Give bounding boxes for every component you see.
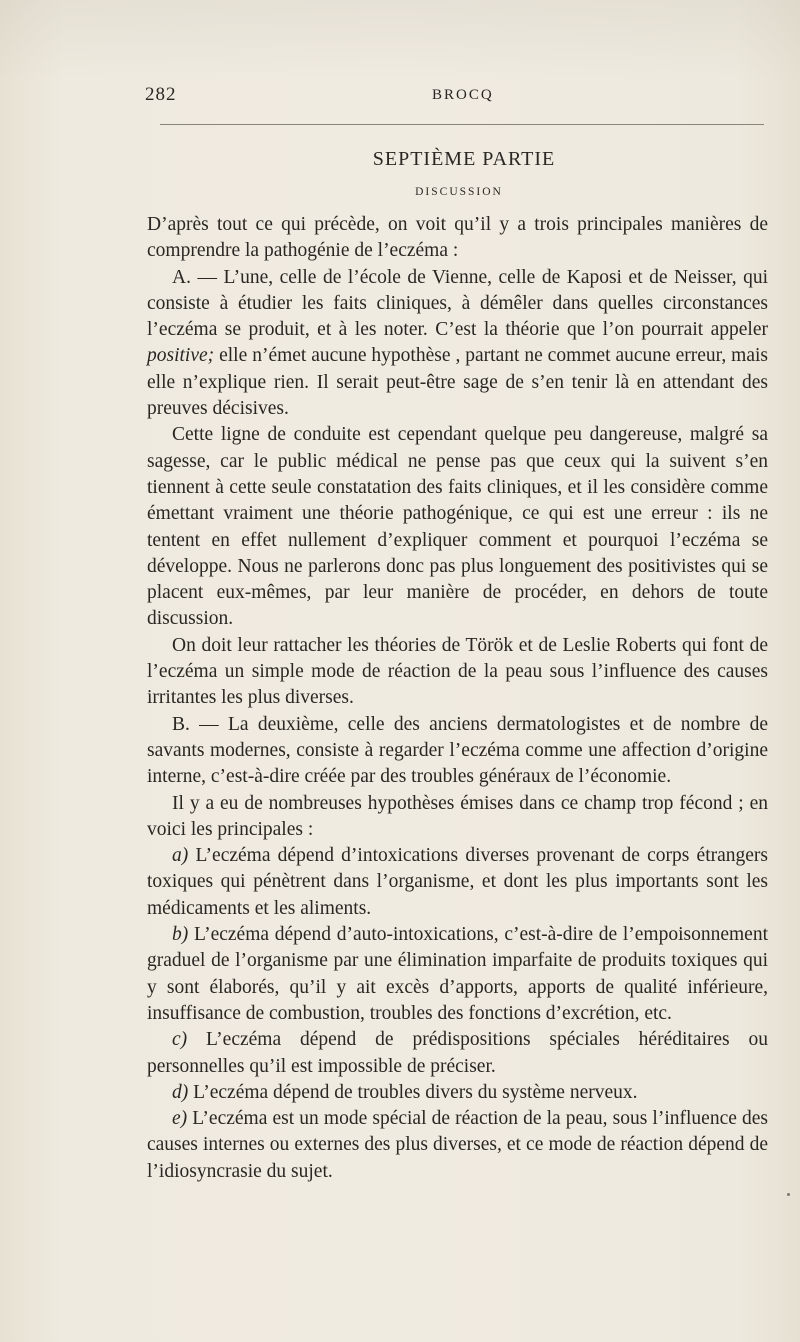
list-marker: c) <box>172 1029 188 1051</box>
page-number: 282 <box>145 84 177 105</box>
page-header <box>145 84 765 114</box>
list-item-text: L’eczéma dépend d’auto-intoxications, c’est-à-dire de l’empoisonnement graduel de l’organisme par une élimination imparfaite de produits toxiques qui y sont élaborés, qu’il y ait excès d’apports, apports de qualité inférieure, insuffisance de combustion, troubles des fonctions d’excrétion, etc. <box>147 924 769 1024</box>
section-title: DISCUSSION <box>415 186 503 198</box>
list-marker: b) <box>172 924 189 946</box>
body-text <box>147 212 768 1185</box>
list-item <box>147 843 768 922</box>
paragraph: Il y a eu de nombreuses hypothèses émises dans ce champ trop fécond ; en voici les principales : <box>147 792 768 840</box>
list-item <box>147 1106 768 1185</box>
list-marker: d) <box>172 1081 189 1103</box>
list-marker: a) <box>172 845 189 867</box>
paragraph: On doit leur rattacher les théories de Török et de Leslie Roberts qui font de l’eczéma un simple mode de réaction de la peau sous l’influence des causes irritantes les plus diverses. <box>147 634 768 709</box>
emphasis-text: positive; <box>147 345 215 367</box>
paragraph: B. — La deuxième, celle des anciens dermatologistes et de nombre de savants modernes, consiste à regarder l’eczéma comme une affection d’origine interne, c’est-à-dire créée par des troubles généraux de l’économie. <box>147 713 768 788</box>
paragraph-text: A. — L’une, celle de l’école de Vienne, celle de Kaposi et de Neisser, qui consiste à étudier les faits cliniques, à démêler dans quelles circonstances l’eczéma se produit, et à les noter. C’est la théorie que l’on pourrait appeler <box>147 266 768 341</box>
list-item-text: L’eczéma dépend d’intoxications diverses provenant de corps étrangers toxiques qui pénètrent dans l’organisme, et dont les plus importants sont les médicaments et les aliments. <box>147 845 769 919</box>
paragraph: Cette ligne de conduite est cependant quelque peu dangereuse, malgré sa sagesse, car le public médical ne pense pas que ceux qui la suivent s’en tiennent à cette seule constatation des faits cliniques, et il les considère comme émettant vraiment une théorie pathogénique, ce qui est une erreur : ils ne tentent en effet nullement d’expliquer comment et pourquoi l’eczéma se développe. Nous ne parlerons donc pas plus longuement des positivistes qui se placent eux-mêmes, par leur manière de procéder, en dehors de toute discussion. <box>147 424 768 630</box>
paragraph: D’après tout ce qui précède, on voit qu’il y a trois principales manières de comprendre la pathogénie de l’eczéma : <box>147 214 768 262</box>
paper-shading <box>0 0 800 80</box>
list-item-text: L’eczéma dépend de prédispositions spéciales héréditaires ou personnelles qu’il est impossible de préciser. <box>147 1029 769 1077</box>
running-head: BROCQ <box>432 87 494 103</box>
list-marker: e) <box>172 1108 188 1130</box>
list-item-text: L’eczéma est un mode spécial de réaction de la peau, sous l’influence des causes internes ou externes des plus diverses, et ce mode de réaction dépend de l’idiosyncrasie du sujet. <box>147 1108 769 1182</box>
header-rule <box>160 124 764 125</box>
list-item <box>147 1027 768 1080</box>
paragraph <box>147 265 768 423</box>
part-title: SEPTIÈME PARTIE <box>372 148 556 170</box>
margin-mark <box>787 1193 790 1196</box>
list-item <box>147 1080 768 1106</box>
list-item-text: L’eczéma dépend de troubles divers du système nerveux. <box>193 1081 638 1103</box>
paragraph-text: elle n’émet aucune hypothèse , partant ne commet aucune erreur, mais elle n’explique rien. Il serait peut-être sage de s’en tenir là en attendant des preuves décisives. <box>147 345 769 420</box>
list-item <box>147 922 768 1027</box>
